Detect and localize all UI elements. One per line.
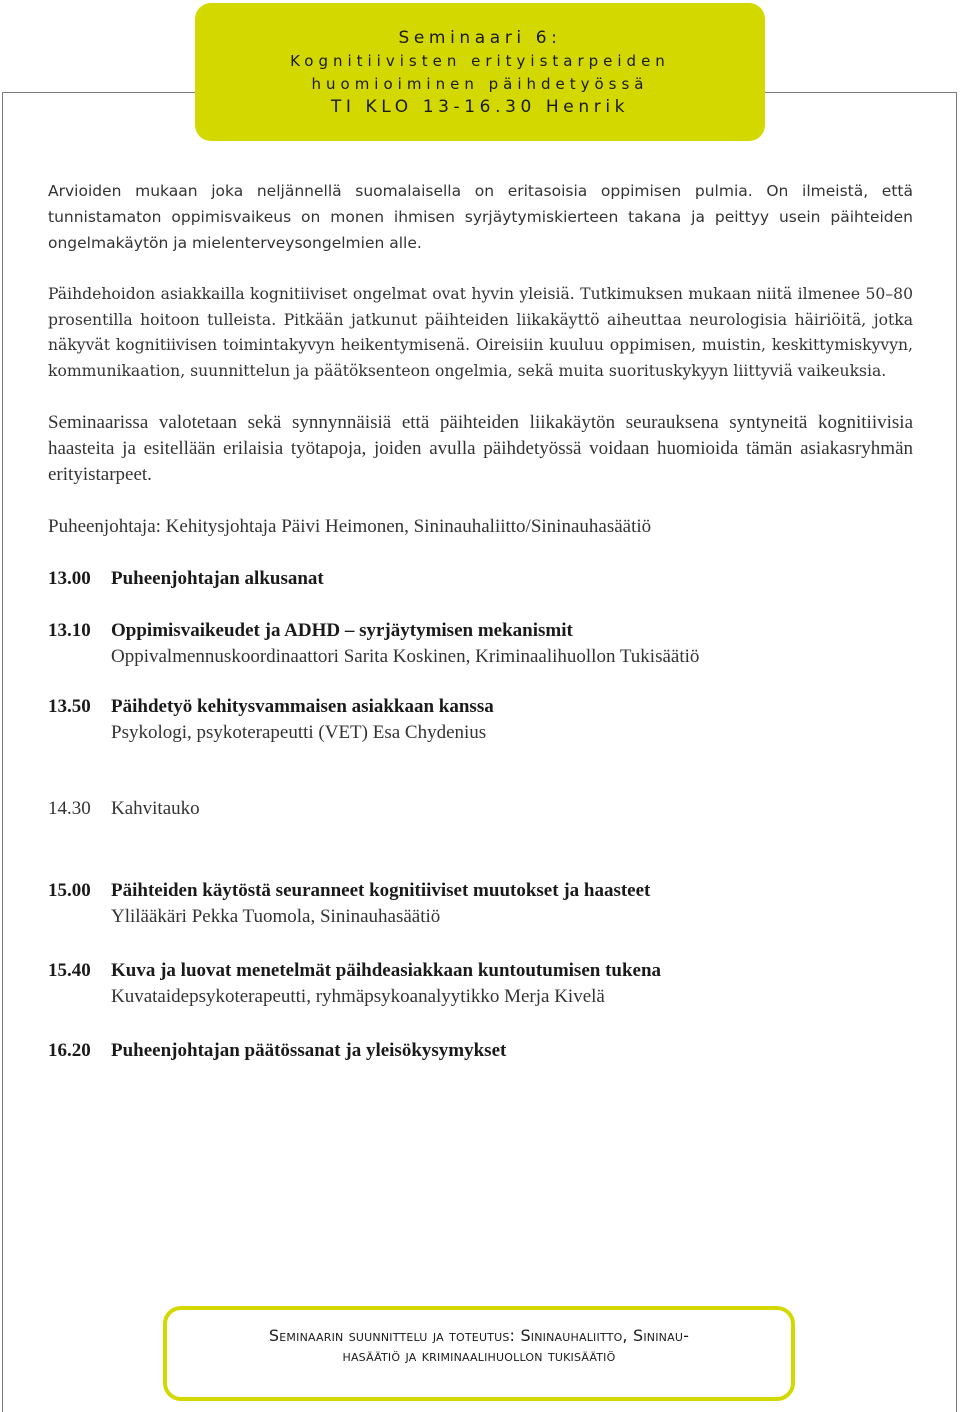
program-time: 16.20 [48, 1040, 91, 1061]
program-time: 13.10 [48, 620, 91, 641]
program-item [48, 958, 913, 1010]
program-item [48, 878, 913, 930]
program-speaker: Kuvataidepsykoterapeutti, ryhmäpsykoanalyytikko Merja Kivelä [111, 986, 605, 1007]
program-time: 15.40 [48, 960, 91, 981]
program-title: Puheenjohtajan päätössanat ja yleisökysymykset [111, 1040, 507, 1061]
program-item [48, 618, 913, 670]
program-title: Oppimisvaikeudet ja ADHD – syrjäytymisen mekanismit [111, 620, 573, 641]
program-list [48, 566, 913, 1064]
seminar-header [195, 3, 765, 141]
program-speaker: Ylilääkäri Pekka Tuomola, Sininauhasäätiö [111, 906, 441, 927]
header-line-3: huomioiminen päihdetyössä [311, 75, 649, 93]
program-title: Päihdetyö kehitysvammaisen asiakkaan kanssa [111, 696, 494, 717]
header-line-1: Seminaari 6: [398, 28, 562, 48]
header-line-4: TI KLO 13-16.30 Henrik [330, 97, 630, 117]
footer-line-2: hasäätiö ja kriminaalihuollon tukisäätiö [342, 1346, 616, 1365]
program-title: Puheenjohtajan alkusanat [111, 568, 324, 589]
chairperson-line: Puheenjohtaja: Kehitysjohtaja Päivi Heimonen, Sininauhaliitto/Sininauhasäätiö [48, 516, 652, 537]
program-speaker: Psykologi, psykoterapeutti (VET) Esa Chydenius [111, 722, 487, 743]
program-title: Päihteiden käytöstä seuranneet kognitiiviset muutokset ja haasteet [111, 880, 651, 901]
program-time: 13.50 [48, 696, 91, 717]
header-line-2: Kognitiivisten erityistarpeiden [290, 52, 670, 70]
program-item [48, 1038, 913, 1064]
footer-line-1: Seminaarin suunnittelu ja toteutus: Sininauhaliitto, Sininau- [268, 1326, 690, 1345]
program-title: Kahvitauko [111, 798, 200, 819]
intro-paragraph-2: Päihdehoidon asiakkailla kognitiiviset ongelmat ovat hyvin yleisiä. Tutkimuksen mukaan niitä ilmenee 50–80 prosentilla hoitoon tulleista. Pitkään jatkunut päihteiden liikakäyttö aiheuttaa neurologisia häiriöitä, jotka näkyvät kognitiivisen toimintakyvyn heikentymisenä. Oireisiin kuuluu oppimisen, muistin, keskittymiskyvyn, kommunikaation, suunnittelun ja päätöksenteon ongelmia, sekä muita suorituskykyyn liittyviä vaikeuksia. [48, 285, 913, 380]
program-title: Kuva ja luovat menetelmät päihdeasiakkaan kuntoutumisen tukena [111, 960, 662, 981]
main-content [48, 178, 913, 1064]
program-time: 15.00 [48, 880, 91, 901]
program-speaker: Oppivalmennuskoordinaattori Sarita Koskinen, Kriminaalihuollon Tukisäätiö [111, 646, 700, 667]
program-item [48, 566, 913, 592]
intro-paragraph-3: Seminaarissa valotetaan sekä synnynnäisiä että päihteiden liikakäytön seurauksena syntyneitä kognitiivisia haasteita ja esitellään erilaisia työtapoja, joiden avulla päihdetyössä voidaan huomioida tämän asiakasryhmän erityistarpeet. [48, 412, 913, 485]
organizer-footer [163, 1306, 795, 1401]
intro-paragraph-1: Arvioiden mukaan joka neljännellä suomalaisella on eritasoisia oppimisen pulmia. On ilmeistä, että tunnistamaton oppimisvaikeus on monen ihmisen syrjäytymiskierteen takana ja peittyy usein päihteiden ongelmakäytön ja mielenterveysongelmien alle. [48, 182, 913, 252]
program-time: 14.30 [48, 798, 91, 819]
program-item [48, 796, 913, 822]
program-time: 13.00 [48, 568, 91, 589]
program-item [48, 694, 913, 746]
